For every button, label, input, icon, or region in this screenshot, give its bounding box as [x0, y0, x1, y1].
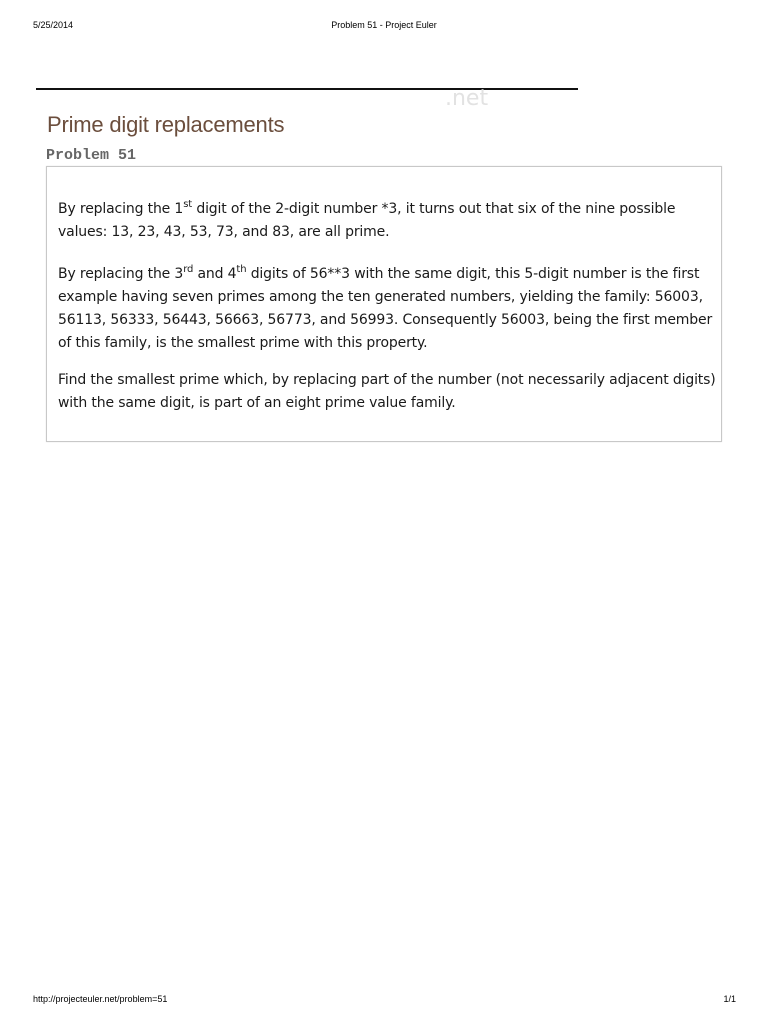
print-header-date: 5/25/2014 [33, 20, 74, 30]
problem-paragraph-2 [58, 263, 718, 355]
problem-paragraph-3: Find the smallest prime which, by replacing part of the number (not necessarily adjacent digits) with the same digit, is part of an eight prime value family. [58, 372, 716, 411]
paragraph-text: By replacing the 3 [58, 266, 184, 282]
paragraph-text: digit of the 2-digit number *3, it turns out that six of the nine possible values: 13, 23, 43, 53, 73, and 83, are all prime. [58, 201, 676, 240]
print-footer-url: http://projecteuler.net/problem=51 [33, 994, 168, 1004]
ghost-header-text: .net [445, 86, 489, 111]
ordinal-suffix: rd [183, 264, 194, 275]
paragraph-text: and 4 [193, 266, 237, 282]
problem-paragraph-1 [58, 198, 718, 244]
print-header-title: Problem 51 - Project Euler [331, 20, 437, 30]
page-title: Prime digit replacements [47, 112, 285, 137]
ordinal-suffix: st [183, 199, 193, 210]
paragraph-text: digits of 56**3 with the same digit, this 5-digit number is the first example having seven primes among the ten generated numbers, yielding the family: 56003, 56113, 56333, 56443, 56663, 56773, and 56993. Consequently 56003, being the first member of this family, is the smallest prime with this property. [58, 266, 713, 351]
paragraph-text: By replacing the 1 [58, 201, 184, 217]
problem-content-box [46, 166, 722, 442]
ordinal-suffix: th [236, 264, 247, 275]
problem-number: Problem 51 [46, 147, 137, 164]
print-footer-page: 1/1 [723, 994, 736, 1004]
